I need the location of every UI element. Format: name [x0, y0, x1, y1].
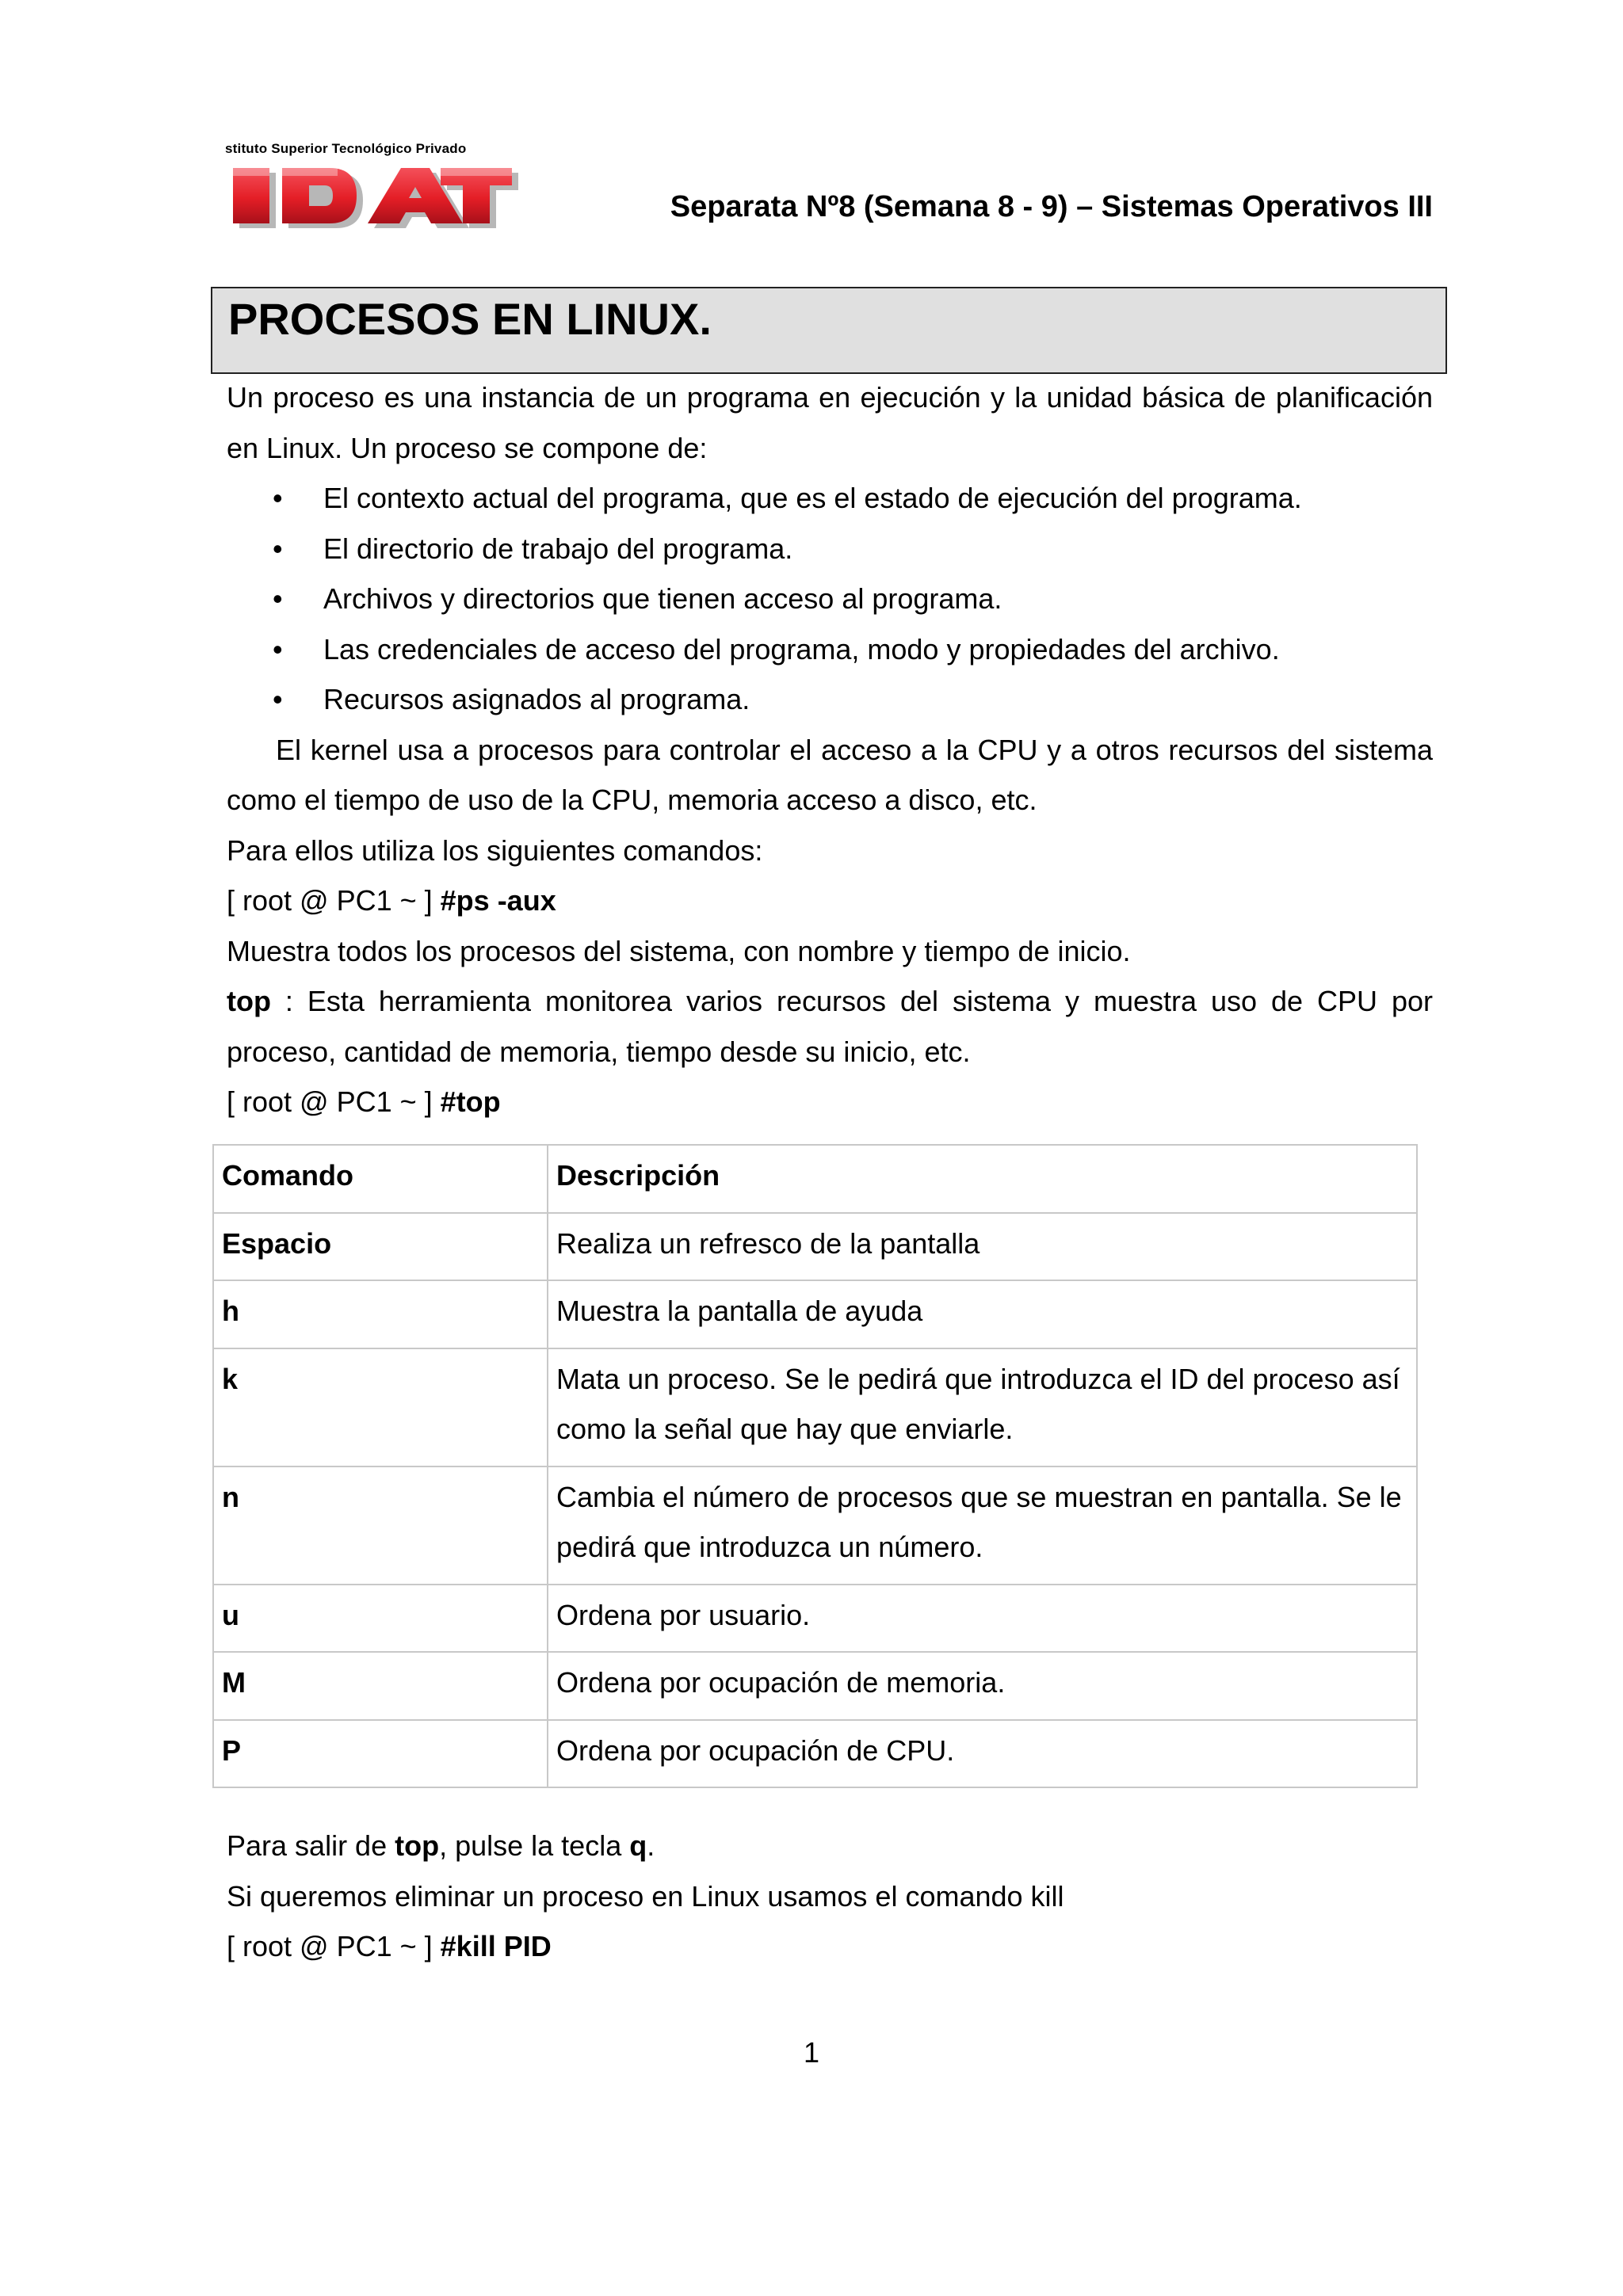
exit-instructions: Para salir de top, pulse la tecla q. [227, 1829, 655, 1862]
main-content [227, 372, 1433, 1127]
bullet-icon: • [273, 632, 283, 666]
commands-intro: Para ellos utiliza los siguientes comandos: [227, 833, 763, 867]
header-cell-description: Descripción [548, 1145, 1417, 1213]
table-header-row [213, 1145, 1417, 1213]
top-command-line [227, 1077, 1433, 1127]
bullet-list [227, 473, 1433, 725]
list-item: • El contexto actual del programa, que es el estado de ejecución del programa. [227, 473, 1433, 524]
table-row [213, 1652, 1417, 1720]
ps-command: #ps -aux [440, 884, 556, 917]
header-cell-command: Comando [213, 1145, 548, 1213]
description-cell: Ordena por ocupación de memoria. [548, 1652, 1417, 1720]
description-cell: Realiza un refresco de la pantalla [548, 1213, 1417, 1281]
header-title: Separata Nº8 (Semana 8 - 9) – Sistemas Operativos III [670, 190, 1433, 223]
idat-logo-mark [233, 165, 518, 230]
table-row [213, 1280, 1417, 1348]
description-cell: Muestra la pantalla de ayuda [548, 1280, 1417, 1348]
command-cell: Espacio [213, 1213, 548, 1281]
section-title: PROCESOS EN LINUX. [228, 294, 712, 344]
command-cell: M [213, 1652, 548, 1720]
description-cell: Ordena por ocupación de CPU. [548, 1720, 1417, 1788]
description-cell: Mata un proceso. Se le pedirá que introduzca el ID del proceso así como la señal que hay que enviarle. [548, 1348, 1417, 1466]
list-item: • Archivos y directorios que tienen acceso al programa. [227, 574, 1433, 624]
closing-content [227, 1821, 1433, 1972]
description-cell: Cambia el número de procesos que se muestran en pantalla. Se le pedirá que introduzca un número. [548, 1466, 1417, 1585]
top-paragraph: top : Esta herramienta monitorea varios recursos del sistema y muestra uso de CPU por proceso, cantidad de memoria, tiempo desde su inicio, etc. [227, 985, 1433, 1068]
table-row [213, 1585, 1417, 1653]
bullet-icon: • [273, 532, 283, 565]
command-cell: k [213, 1348, 548, 1466]
institute-logo [225, 141, 526, 236]
list-item: • El directorio de trabajo del programa. [227, 524, 1433, 574]
kill-command-line [227, 1921, 1433, 1972]
description-cell: Ordena por usuario. [548, 1585, 1417, 1653]
prompt: [ root @ PC1 ~ ] [227, 1085, 441, 1118]
command-cell: P [213, 1720, 548, 1788]
list-item: • Las credenciales de acceso del programa, modo y propiedades del archivo. [227, 624, 1433, 675]
kill-command: #kill PID [440, 1930, 552, 1962]
page-number: 1 [803, 2036, 820, 2069]
prompt: [ root @ PC1 ~ ] [227, 884, 441, 917]
bullet-icon: • [273, 683, 283, 715]
section-title-box [211, 287, 1447, 374]
top-term: top [227, 985, 271, 1017]
bullet-icon: • [273, 582, 283, 615]
ps-description: Muestra todos los procesos del sistema, con nombre y tiempo de inicio. [227, 934, 1131, 967]
command-cell: u [213, 1585, 548, 1653]
kill-intro: Si queremos eliminar un proceso en Linux usamos el comando kill [227, 1879, 1064, 1913]
logo-subtitle: stituto Superior Tecnológico Privado [225, 141, 467, 156]
list-item: • Recursos asignados al programa. [227, 674, 1433, 725]
bullet-icon: • [273, 482, 283, 514]
top-commands-table [212, 1144, 1418, 1788]
intro-paragraph: Un proceso es una instancia de un programa en ejecución y la unidad básica de planificación en Linux. Un proceso se compone de: [227, 381, 1433, 464]
table-row [213, 1213, 1417, 1281]
command-cell: h [213, 1280, 548, 1348]
top-command: #top [440, 1085, 501, 1118]
ps-command-line [227, 875, 1433, 926]
prompt: [ root @ PC1 ~ ] [227, 1930, 441, 1962]
table-row [213, 1466, 1417, 1585]
table-row [213, 1720, 1417, 1788]
table-row [213, 1348, 1417, 1466]
kernel-paragraph: El kernel usa a procesos para controlar el acceso a la CPU y a otros recursos del sistema como el tiempo de uso de la CPU, memoria acceso a disco, etc. [227, 733, 1433, 816]
command-cell: n [213, 1466, 548, 1585]
